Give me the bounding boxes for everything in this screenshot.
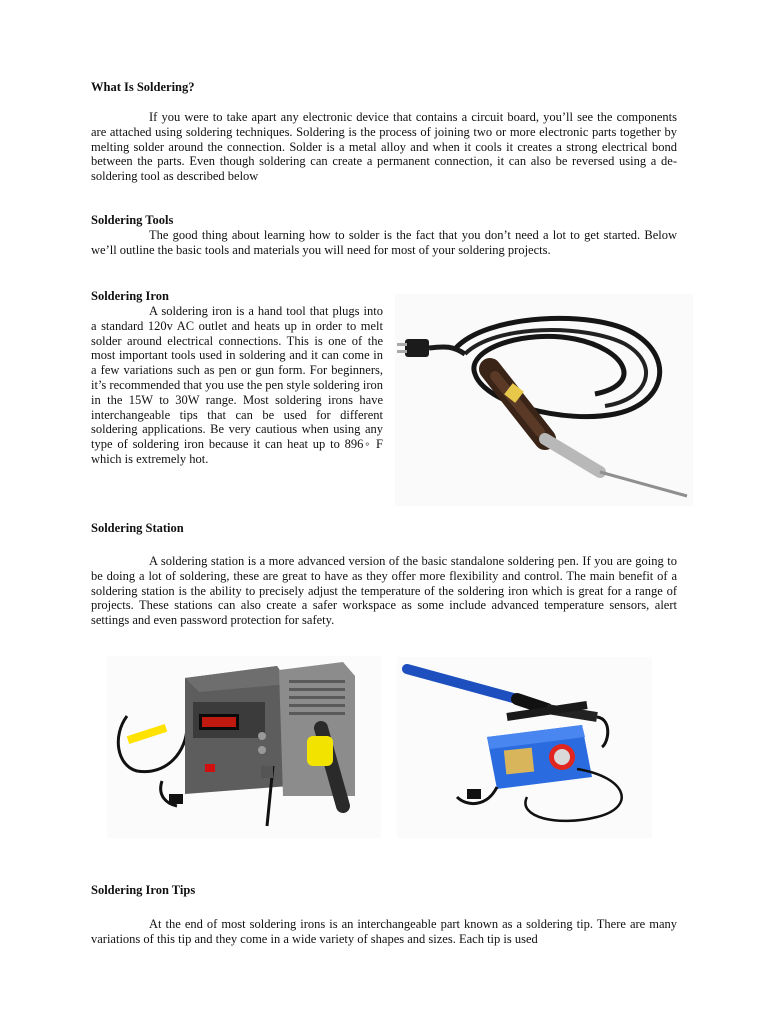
- paragraph-what-is-soldering: If you were to take apart any electronic device that contains a circuit board, you’ll see the components are attached using soldering techniques. Soldering is the process of joining two or more electronic parts together by melting solder around the connection. Solder is a metal alloy and when it cools it creates a strong electrical bond between the parts. Even though soldering can create a permanent connection, it can also be reversed using a de-soldering tool as described below: [91, 110, 677, 184]
- soldering-iron-image: [395, 294, 693, 506]
- paragraph-soldering-tools: The good thing about learning how to solder is the fact that you don’t need a lot to get started. Below we’ll outline the basic tools and materials you will need for most of your soldering projects.: [91, 228, 677, 257]
- gray-soldering-station-image: [107, 656, 381, 838]
- blue-soldering-station-image: [397, 657, 652, 838]
- paragraph-soldering-iron: A soldering iron is a hand tool that plugs into a standard 120v AC outlet and heats up in order to melt solder around electrical connections. This is one of the most important tools used in soldering and it can come in a few variations such as pen or gun form. For beginners, it’s recommended that you use the pen style soldering iron in the 15W to 30W range. Most soldering irons have interchangeable tips that can be used for different soldering applications. Be very cautious when using any type of soldering iron because it can heat up to 896◦ F which is extremely hot.: [91, 304, 383, 466]
- heading-soldering-tools: Soldering Tools: [91, 213, 174, 227]
- heading-soldering-iron: Soldering Iron: [91, 289, 169, 303]
- heading-what-is-soldering: What Is Soldering?: [91, 80, 195, 94]
- heading-soldering-station: Soldering Station: [91, 521, 184, 535]
- paragraph-soldering-iron-tips: At the end of most soldering irons is an interchangeable part known as a soldering tip. There are many variations of this tip and they come in a wide variety of shapes and sizes. Each tip is used: [91, 917, 677, 946]
- heading-soldering-iron-tips: Soldering Iron Tips: [91, 883, 196, 897]
- paragraph-soldering-station: A soldering station is a more advanced version of the basic standalone soldering pen. If you are going to be doing a lot of soldering, these are great to have as they offer more flexibility and control. The main benefit of a soldering station is the ability to precisely adjust the temperature of the soldering iron which is great for a range of projects. These stations can also create a safer workspace as some include advanced temperature sensors, alert settings and even password protection for safety.: [91, 554, 677, 628]
